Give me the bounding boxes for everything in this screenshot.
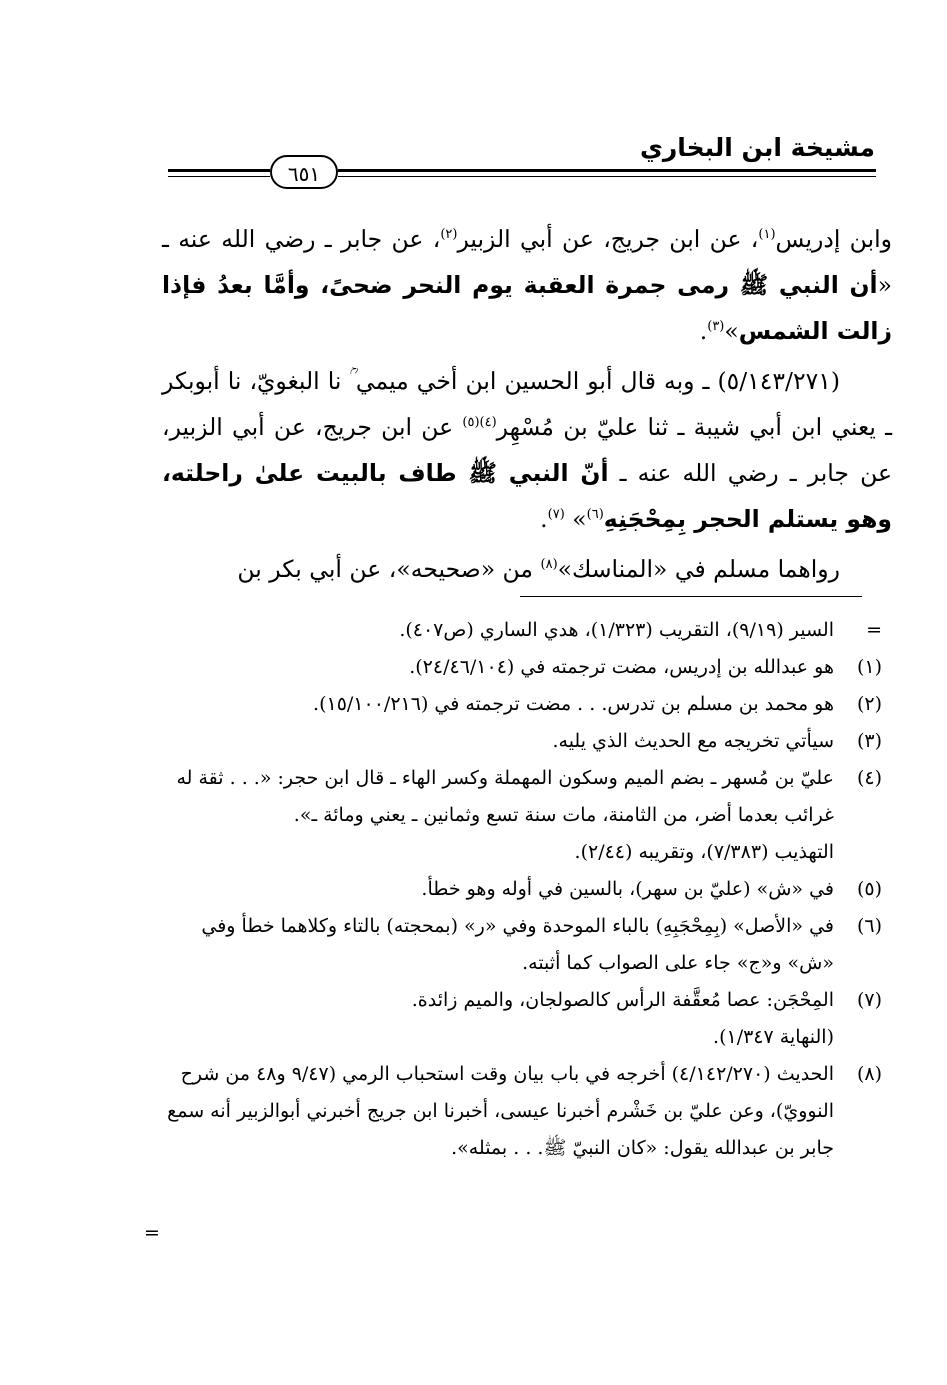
footnote-5: [150, 871, 882, 908]
footnote-text: السير (٩/١٩)، التقريب (١/٣٢٣)، هدي الساري (ص٤٠٧).: [399, 619, 834, 641]
header-rule-thin: [338, 176, 876, 177]
text-run: (٥/١٤٣/٢٧١) ـ وبه قال أبو الحسين ابن أخي ميمي ؒ نا البغويّ، نا أبوبكر ـ يعني ابن أبي شيبة ـ ثنا عليّ بن مُسْهِر: [162, 367, 892, 441]
hadith-text: أنّ النبي ﷺ طاف بالبيت علىٰ راحلته، وهو يستلم الحجر بِمِحْجَنِهِ: [162, 459, 892, 533]
text-run: رواهما مسلم في «المناسك»: [557, 555, 840, 583]
footnote-text: عليّ بن مُسهر ـ بضم الميم وسكون المهملة وكسر الهاء ـ قال ابن حجر: «. . . ثقة له غرائب بعدما أضر، من الثامنة، مات سنة تسع وثمانين ـ يعني ومائة ـ».: [176, 767, 834, 826]
text-run: ، عن ابن جريج، عن أبي الزبير: [457, 225, 759, 253]
footnote-number: (٧): [856, 989, 882, 1011]
footnote-ref: (٧): [547, 507, 565, 523]
continuation-mark: =: [866, 619, 882, 641]
header-rule-left-thin: [168, 176, 270, 177]
footnote-text: المِحْجَن: عصا مُعقَّفة الرأس كالصولجان، والميم زائدة.: [411, 989, 834, 1011]
footnote-separator: [520, 596, 862, 597]
footnote-continuation: [150, 612, 882, 649]
footnote-text: التهذيب (٧/٣٨٣)، وتقريبه (٢/٤٤).: [574, 841, 834, 863]
text-run: من «صحيحه»، عن أبي بكر بن: [237, 555, 541, 583]
hadith-text: أن النبي ﷺ رمى جمرة العقبة يوم النحر ضحىً، وأمَّا بعدُ فإذا زالت الشمس: [162, 271, 892, 345]
footnotes: [150, 612, 882, 1167]
footnote-3: [150, 723, 882, 760]
text-run: »: [564, 505, 587, 533]
footnote-ref: (٦): [586, 507, 604, 523]
paragraph-3: [162, 546, 892, 592]
footnote-text: في «ش» (عليّ بن سهر)، بالسين في أوله وهو خطأ.: [421, 878, 834, 900]
text-run: وابن إدريس: [775, 225, 892, 253]
footnote-text: هو محمد بن مسلم بن تدرس. . . مضت ترجمته في (١٥/١٠٠/٢١٦).: [313, 693, 834, 715]
footnote-ref: (٢): [440, 227, 458, 243]
footnote-7: [150, 982, 882, 1019]
footnote-text: سيأتي تخريجه مع الحديث الذي يليه.: [552, 730, 834, 752]
text-run: .: [699, 317, 708, 345]
continuation-mark-bottom: =: [144, 1222, 160, 1244]
footnote-number: (٢): [856, 693, 882, 715]
text-run: عن ابن جريج، عن أبي الزبير، عن جابر ـ رضي الله عنه ـ: [162, 413, 892, 487]
footnote-ref: (٤)(٥): [462, 415, 497, 431]
footnote-number: (٥): [856, 878, 882, 900]
footnote-2: [150, 686, 882, 723]
paragraph-2: [162, 358, 892, 542]
footnote-text: في «الأصل» (بِمِحْجَبِهِ) بالباء الموحدة وفي «ر» (بمحجته) بالتاء وكلاهما خطأ وفي «ش» و«ج» جاء على الصواب كما أثبته.: [201, 915, 834, 974]
footnote-1: [150, 649, 882, 686]
header-rule-left: [168, 169, 270, 172]
footnote-number: (٨): [856, 1063, 882, 1085]
header-rule: [338, 169, 876, 172]
footnote-6: [150, 908, 882, 982]
footnote-number: (٤): [856, 767, 882, 789]
page-number: ٦٥١: [270, 155, 338, 189]
running-header-title: مشيخة ابن البخاري: [639, 133, 875, 162]
text-run: ، عن جابر ـ رضي الله عنه ـ «: [162, 225, 892, 299]
footnote-ref: (٣): [707, 319, 725, 335]
main-text: [162, 216, 892, 592]
footnote-8: [150, 1056, 882, 1167]
footnote-number: (١): [856, 656, 882, 678]
footnote-number: (٦): [856, 915, 882, 937]
footnote-text: هو عبدالله بن إدريس، مضت ترجمته في (٢٤/٤٦/١٠٤).: [409, 656, 834, 678]
footnote-4-source: [150, 834, 882, 871]
footnote-ref: (١): [758, 227, 776, 243]
footnote-ref: (٨): [540, 557, 558, 573]
footnote-number: (٣): [856, 730, 882, 752]
footnote-7-source: [150, 1019, 882, 1056]
footnote-text: الحديث (٤/١٤٢/٢٧٠) أخرجه في باب بيان وقت استحباب الرمي (٩/٤٧ و٤٨ من شرح النوويّ)، وعن عليّ بن خَشْرم أخبرنا عيسى، أخبرنا ابن جريج أخبرني أبوالزبير أنه سمع جابر بن عبدالله يقول: «كان النبيّ ﷺ. . . بمثله».: [167, 1063, 834, 1159]
text-run: .: [540, 505, 548, 533]
paragraph-1: [162, 216, 892, 354]
footnote-4: [150, 760, 882, 834]
text-run: »: [724, 317, 739, 345]
footnote-text: (النهاية ١/٣٤٧).: [713, 1026, 834, 1048]
